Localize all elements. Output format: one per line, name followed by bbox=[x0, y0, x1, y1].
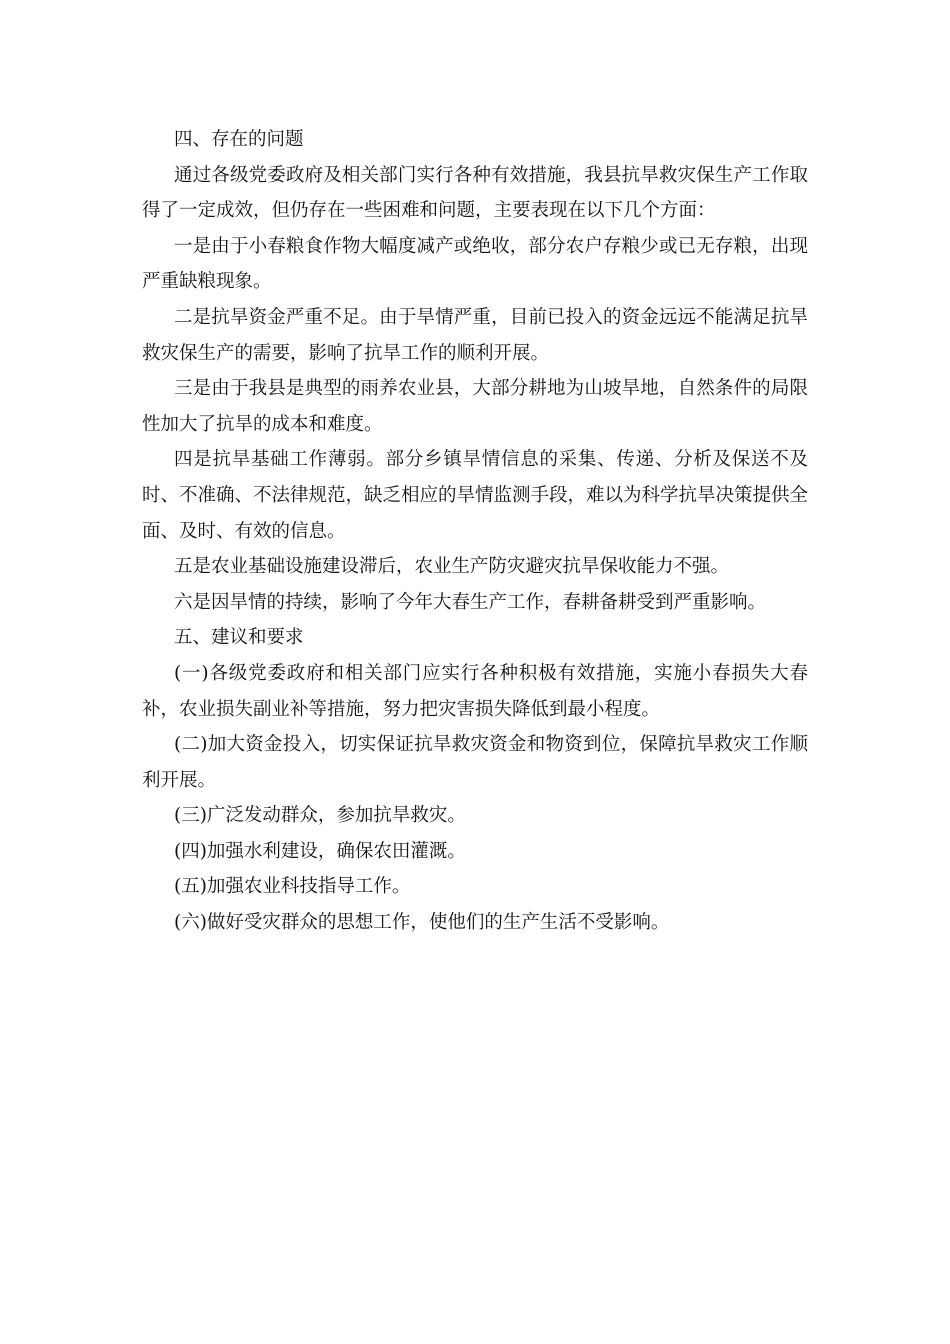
document-body bbox=[142, 122, 808, 941]
paragraph-suggestion-2: (二)加大资金投入，切实保证抗旱救灾资金和物资到位，保障抗旱救灾工作顺利开展。 bbox=[142, 734, 808, 791]
paragraph-suggestion-5: (五)加强农业科技指导工作。 bbox=[174, 876, 411, 898]
paragraph-problem-1: 一是由于小春粮食作物大幅度减产或绝收，部分农户存粮少或已无存粮，出现严重缺粮现象。 bbox=[142, 235, 808, 293]
paragraph-suggestion-6: (六)做好受灾群众的思想工作，使他们的生产生活不受影响。 bbox=[174, 912, 670, 934]
paragraph-problem-4: 四是抗旱基础工作薄弱。部分乡镇旱情信息的采集、传递、分析及保送不及时、不准确、不法律规范，缺乏相应的旱情监测手段，难以为科学抗旱决策提供全面、及时、有效的信息。 bbox=[142, 449, 809, 542]
section-heading-problems: 四、存在的问题 bbox=[174, 129, 304, 150]
paragraph-problem-6: 六是因旱情的持续，影响了今年大春生产工作，春耕备耕受到严重影响。 bbox=[174, 591, 767, 613]
section-heading-suggestions: 五、建议和要求 bbox=[174, 627, 304, 649]
paragraph-intro: 通过各级党委政府及相关部门实行各种有效措施，我县抗旱救灾保生产工作取得了一定成效，但仍存在一些困难和问题，主要表现在以下几个方面： bbox=[142, 164, 808, 222]
paragraph-suggestion-1: (一)各级党委政府和相关部门应实行各种积极有效措施，实施小春损失大春补，农业损失副业补等措施，努力把灾害损失降低到最小程度。 bbox=[142, 662, 808, 720]
paragraph-suggestion-4: (四)加强水利建设，确保农田灌溉。 bbox=[174, 840, 466, 862]
paragraph-problem-5: 五是农业基础设施建设滞后，农业生产防灾避灾抗旱保收能力不强。 bbox=[174, 556, 730, 578]
paragraph-problem-2: 二是抗旱资金严重不足。由于旱情严重，目前已投入的资金远远不能满足抗旱救灾保生产的需要，影响了抗旱工作的顺利开展。 bbox=[142, 306, 808, 364]
paragraph-suggestion-3: (三)广泛发动群众，参加抗旱救灾。 bbox=[174, 805, 466, 827]
paragraph-problem-3: 三是由于我县是典型的雨养农业县，大部分耕地为山坡旱地，自然条件的局限性加大了抗旱的成本和难度。 bbox=[142, 378, 808, 435]
